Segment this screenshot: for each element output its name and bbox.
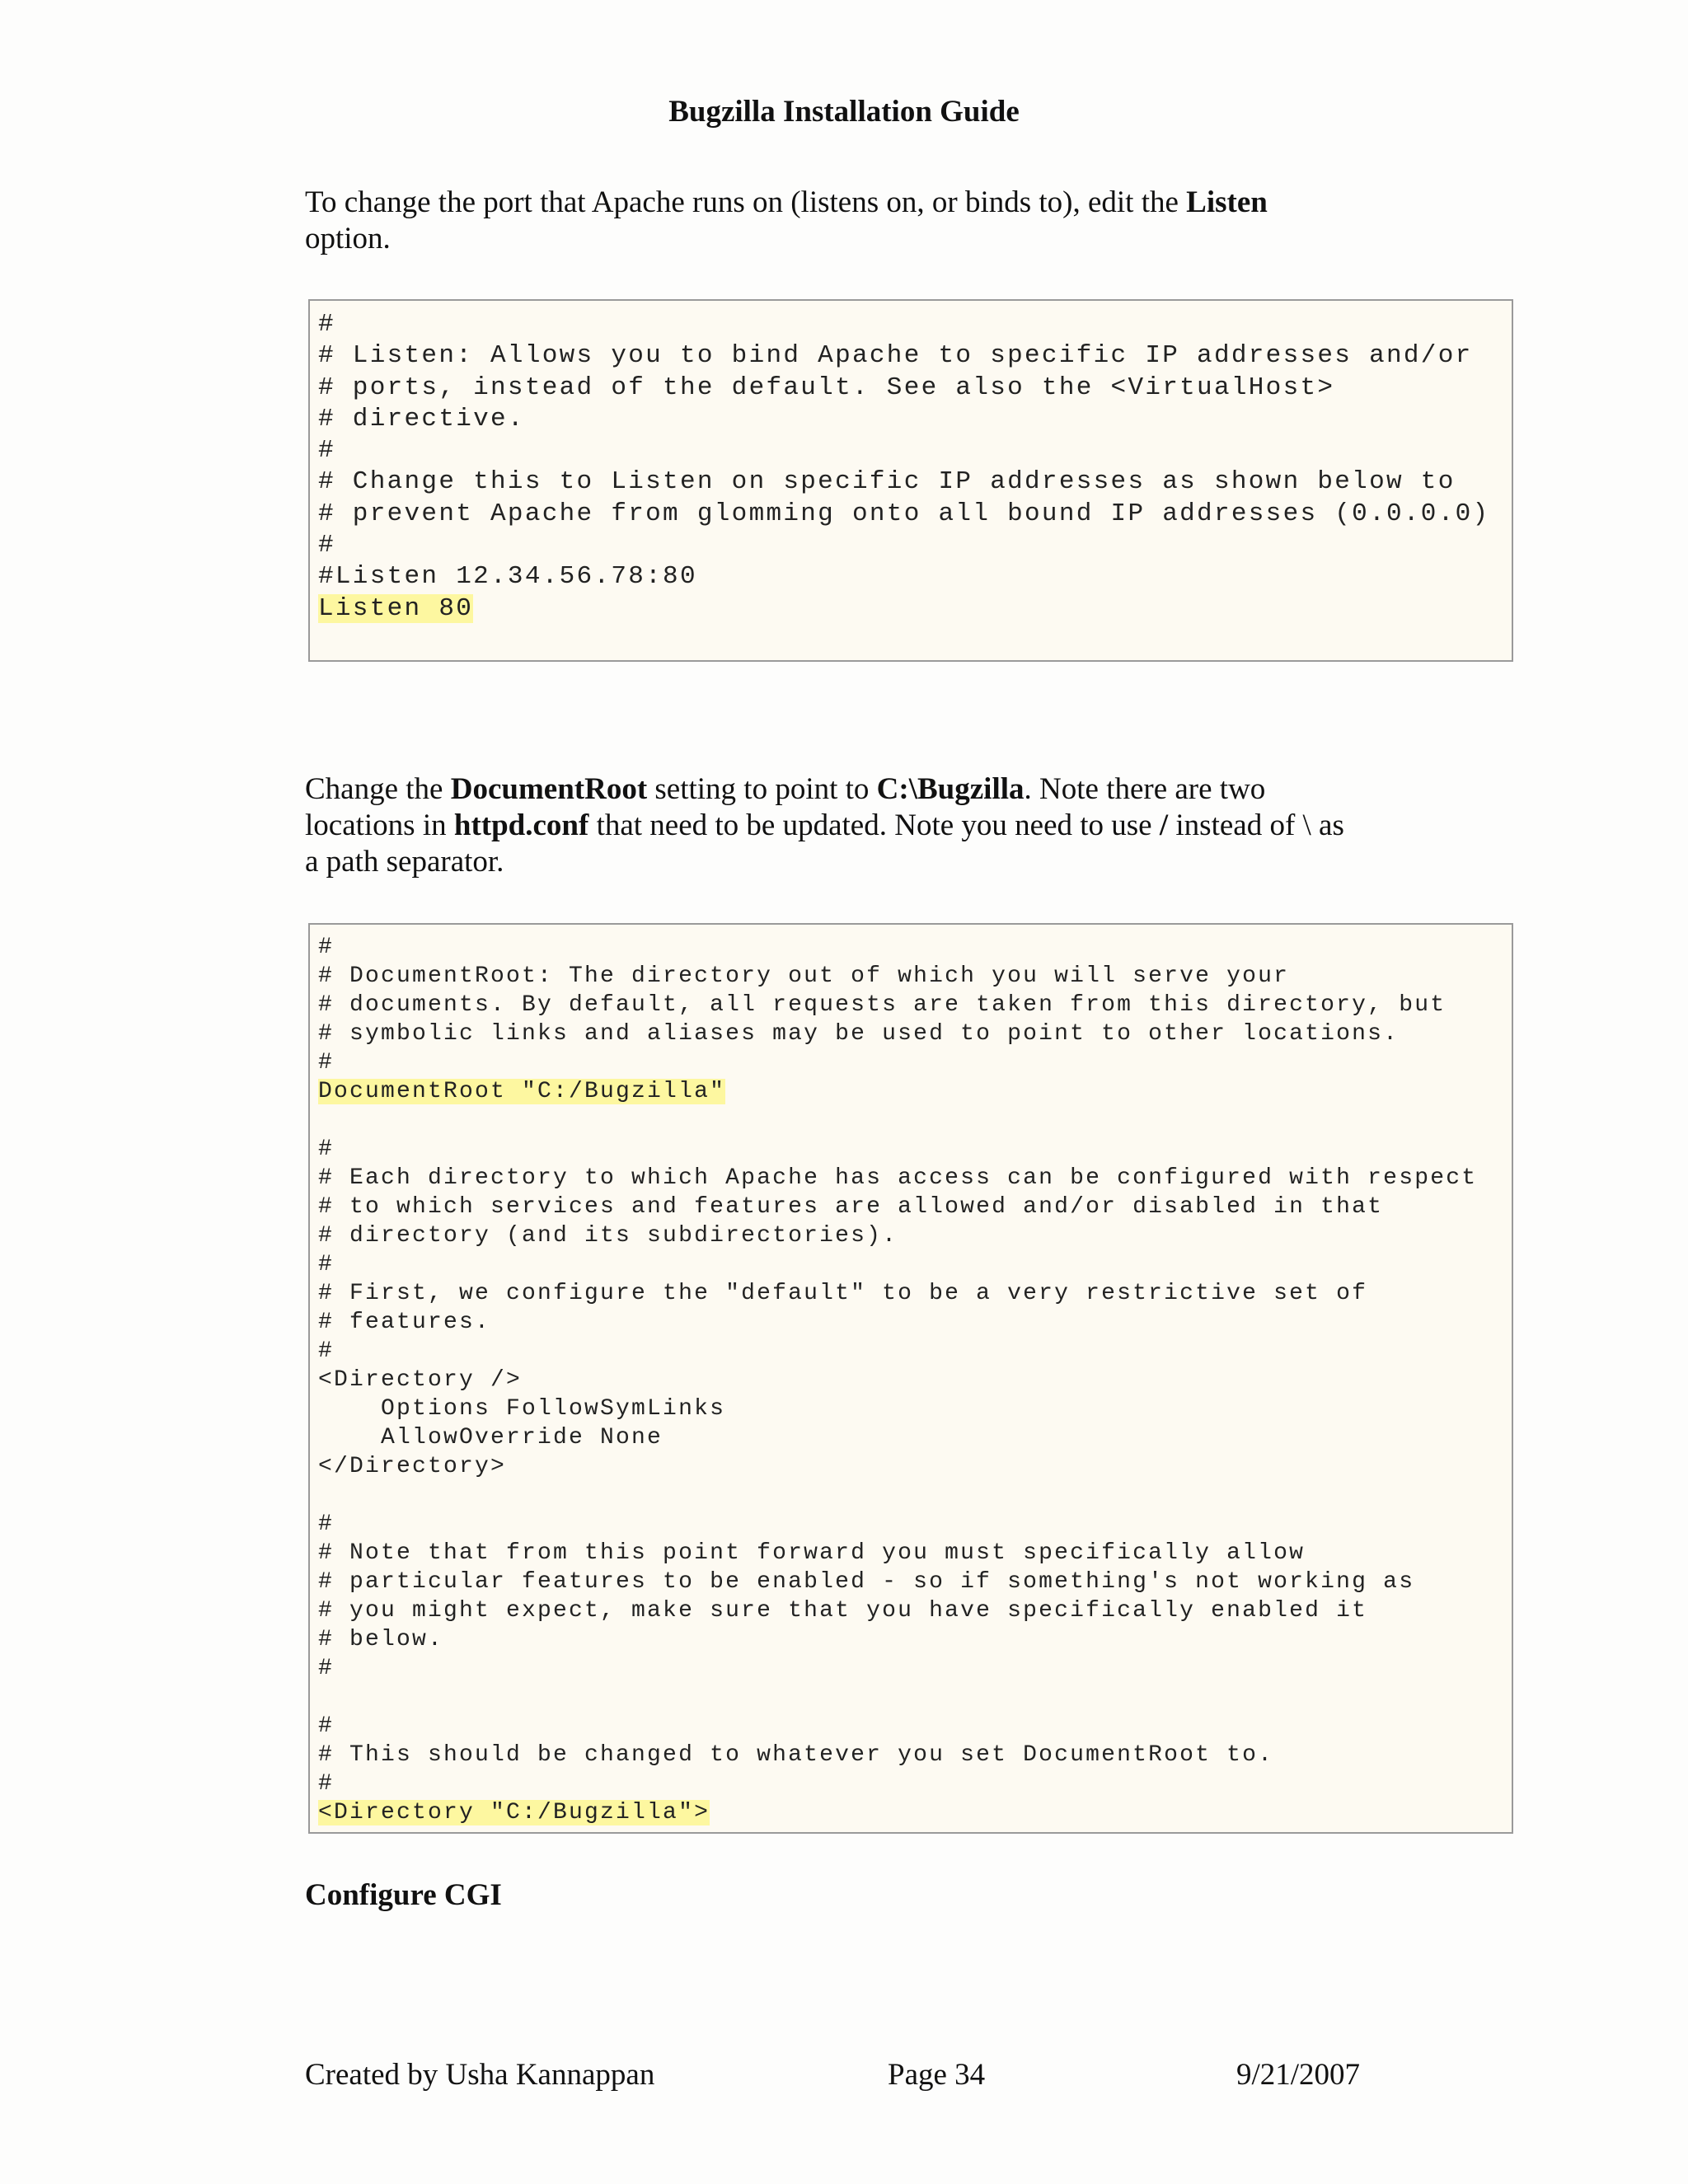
bugzilla-path: C:\Bugzilla — [876, 772, 1025, 806]
code-line — [318, 1481, 1512, 1510]
code-line: # This should be changed to whatever you set DocumentRoot to. — [318, 1742, 1274, 1768]
footer-author: Created by Usha Kannappan — [305, 2058, 655, 2092]
page-title: Bugzilla Installation Guide — [668, 95, 1020, 129]
code-line: # — [318, 1137, 335, 1162]
code-line: # — [318, 1511, 335, 1537]
code-line: # First, we configure the "default" to be a very restrictive set of — [318, 1281, 1368, 1306]
listen-code-comment-lines — [318, 309, 1512, 593]
code-line: </Directory> — [318, 1454, 507, 1479]
code-line: # documents. By default, all requests are taken from this directory, but — [318, 992, 1447, 1018]
code-line: # — [318, 1252, 335, 1277]
listen-text-after: option. — [305, 222, 391, 255]
code-line: AllowOverride None — [318, 1425, 663, 1451]
listen-80-highlighted-line: Listen 80 — [318, 593, 474, 623]
code-line: #Listen 12.34.56.78:80 — [318, 562, 697, 592]
code-line — [318, 1106, 1512, 1135]
code-line: # DocumentRoot: The directory out of which you will serve your — [318, 963, 1290, 989]
httpd-conf-filename: httpd.conf — [453, 808, 589, 842]
listen-code-block — [308, 299, 1513, 662]
code-line: # symbolic links and aliases may be used to point to other locations. — [318, 1021, 1400, 1047]
documentroot-keyword: DocumentRoot — [450, 772, 648, 806]
code-line: # directive. — [318, 404, 525, 434]
footer-page-number: Page 34 — [888, 2058, 986, 2092]
code-line: # — [318, 1771, 335, 1797]
documentroot-comment-lines — [318, 933, 1512, 1077]
documentroot-instructions: Change the DocumentRoot setting to point to C:\Bugzilla. Note there are two locations in httpd.conf that need to be updated. Note you need to use / instead of \ as a path separator. — [305, 772, 1344, 879]
section-heading-configure-cgi: Configure CGI — [305, 1878, 502, 1912]
code-line: # — [318, 935, 335, 960]
documentroot-highlighted-line: DocumentRoot "C:/Bugzilla" — [318, 1079, 726, 1104]
code-line: # — [318, 1338, 335, 1364]
code-line: # Change this to Listen on specific IP addresses as shown below to — [318, 467, 1456, 497]
code-line: <Directory /> — [318, 1367, 523, 1393]
code-line: # features. — [318, 1310, 491, 1335]
code-line: Options FollowSymLinks — [318, 1396, 726, 1422]
code-line: # directory (and its subdirectories). — [318, 1223, 898, 1249]
directory-comment-lines — [318, 1106, 1512, 1798]
code-line: # — [318, 1713, 335, 1739]
code-line: # — [318, 1050, 335, 1076]
directory-bugzilla-highlighted-line: <Directory "C:/Bugzilla"> — [318, 1800, 710, 1825]
documentroot-code-block — [308, 923, 1513, 1834]
listen-instructions — [305, 185, 1385, 257]
code-line: # — [318, 310, 335, 339]
code-line: # — [318, 436, 335, 466]
code-line: # ports, instead of the default. See also the <VirtualHost> — [318, 373, 1335, 402]
code-line: # — [318, 1656, 335, 1681]
code-line: # Listen: Allows you to bind Apache to specific IP addresses and/or — [318, 341, 1473, 371]
code-line: # to which services and features are allowed and/or disabled in that — [318, 1194, 1384, 1220]
code-line: # you might expect, make sure that you have specifically enabled it — [318, 1598, 1368, 1624]
listen-text-before: To change the port that Apache runs on (listens on, or binds to), edit the — [305, 185, 1187, 219]
code-line: # Note that from this point forward you must specifically allow — [318, 1540, 1306, 1566]
code-line — [318, 1683, 1512, 1712]
code-line: # prevent Apache from glomming onto all bound IP addresses (0.0.0.0) — [318, 499, 1490, 528]
footer-date: 9/21/2007 — [1236, 2058, 1361, 2092]
code-line: # particular features to be enabled - so if something's not working as — [318, 1569, 1415, 1595]
code-line: # Each directory to which Apache has access can be configured with respect — [318, 1165, 1478, 1191]
code-line: # — [318, 531, 335, 560]
forward-slash: / — [1159, 808, 1169, 842]
code-line: # below. — [318, 1627, 444, 1652]
listen-keyword: Listen — [1186, 185, 1268, 219]
